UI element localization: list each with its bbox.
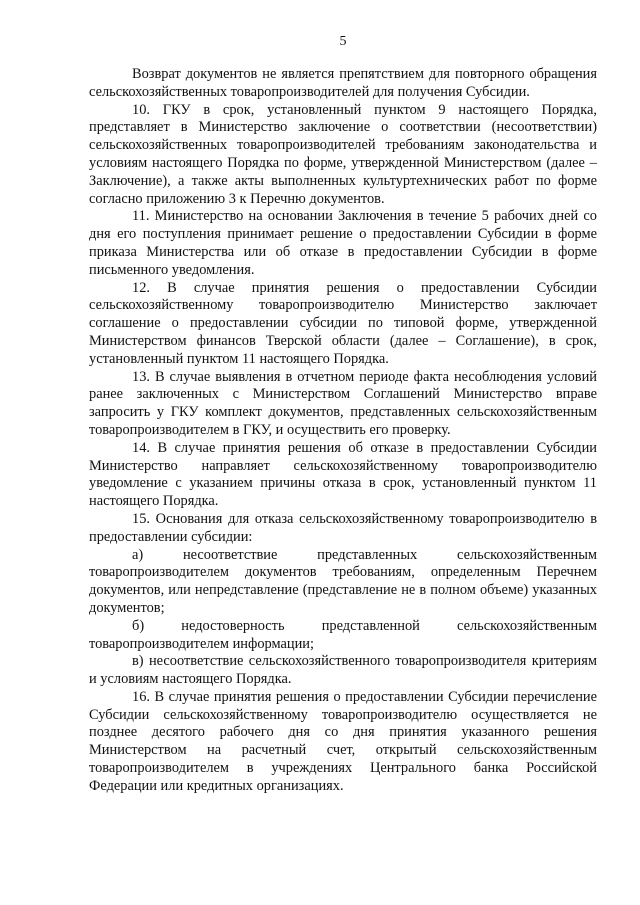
paragraph-15-b: б) недостоверность представленной сельскохозяйственным товаропроизводителем информации;: [89, 617, 597, 652]
paragraph-return-documents: Возврат документов не является препятствием для повторного обращения сельскохозяйственных товаропроизводителей для получения Субсидии.: [89, 66, 597, 100]
paragraph-10: 10. ГКУ в срок, установленный пунктом 9 настоящего Порядка, представляет в Министерство заключение о соответствии (несоответствии) сельскохозяйственных товаропроизводителей требованиям законодательства и условиям настоящего Порядка по форме, утвержденной Министерством (далее – Заключение), а также акты выполненных культуртехнических работ по форме согласно приложению 3 к Перечню документов.: [89, 101, 597, 207]
paragraph-16: 16. В случае принятия решения о предоставлении Субсидии перечисление Субсидии сельскохозяйственному товаропроизводителю осуществляется не позднее десятого рабочего дня со дня принятия указанного решения Министерством на расчетный счет, открытый сельскохозяйственным товаропроизводителем в учреждениях Центрального банка Российской Федерации или кредитных организациях.: [89, 688, 597, 794]
paragraph-11: 11. Министерство на основании Заключения в течение 5 рабочих дней со дня его поступления принимает решение о предоставлении Субсидии в форме приказа Министерства или об отказе в предоставлении Субсидии в форме письменного уведомления.: [89, 208, 597, 278]
paragraph-13: 13. В случае выявления в отчетном периоде факта несоблюдения условий ранее заключенных с Министерством Соглашений Министерство вправе запросить у ГКУ комплект документов, представленных сельскохозяйственным товаропроизводителем в ГКУ, и осуществить его проверку.: [89, 368, 597, 438]
paragraph-15-v: в) несоответствие сельскохозяйственного товаропроизводителя критериям и условиям настоящего Порядка.: [89, 653, 597, 688]
paragraph-15: 15. Основания для отказа сельскохозяйственному товаропроизводителю в предоставлении субсидии:: [89, 510, 597, 545]
page-number: 5: [339, 34, 347, 49]
paragraph-14: 14. В случае принятия решения об отказе в предоставлении Субсидии Министерство направляет сельскохозяйственному товаропроизводителю уведомление с указанием причины отказа в срок, установленный пунктом 11 настоящего Порядка.: [89, 439, 597, 510]
paragraph-15-a: а) несоответствие представленных сельскохозяйственным товаропроизводителем документов требованиям, определенным Перечнем документов, или непредставление (представление не в полном объеме) указанных документов;: [89, 546, 597, 616]
paragraph-12: 12. В случае принятия решения о предоставлении Субсидии сельскохозяйственному товаропроизводителю Министерство заключает соглашение о предоставлении субсидии по типовой форме, утвержденной Министерством финансов Тверской области (далее – Соглашение), в срок, установленный пунктом 11 настоящего Порядка.: [89, 279, 597, 367]
